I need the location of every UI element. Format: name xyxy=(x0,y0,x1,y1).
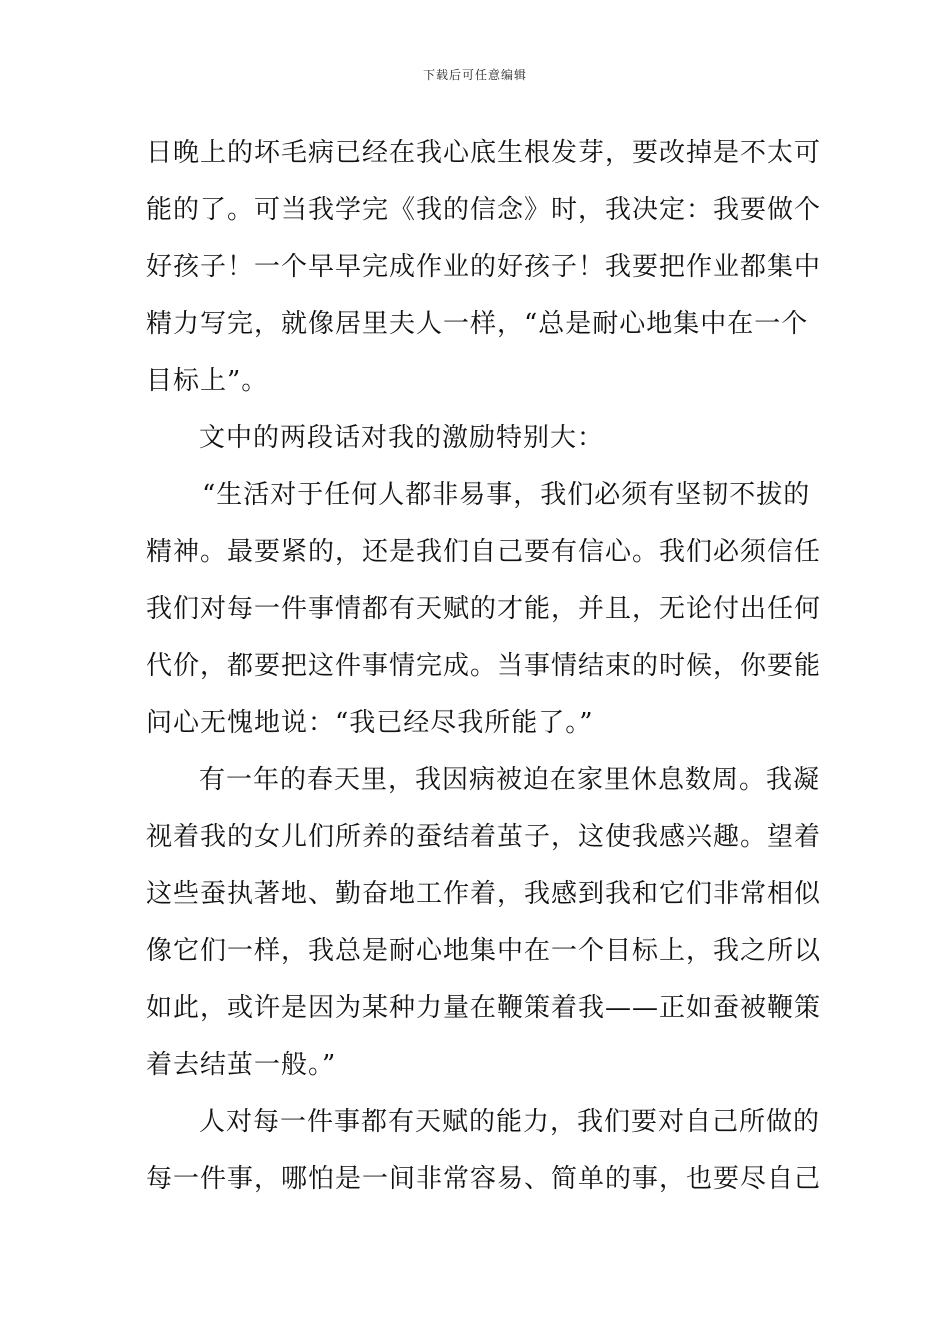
text-line: 视着我的女儿们所养的蚕结着茧子，这使我感兴趣。望着 xyxy=(146,822,822,852)
text-line: 如此，或许是因为某种力量在鞭策着我——正如蚕被鞭策 xyxy=(146,993,822,1023)
text-line: 目标上”。 xyxy=(146,366,269,396)
text-line: 好孩子！一个早早完成作业的好孩子！我要把作业都集中 xyxy=(146,252,822,282)
document-body xyxy=(146,125,822,1208)
paragraph-start-line: 文中的两段话对我的激励特别大： xyxy=(199,423,605,453)
text-line: 像它们一样，我总是耐心地集中在一个目标上，我之所以 xyxy=(146,936,822,966)
paragraph-start-line: 有一年的春天里，我因病被迫在家里休息数周。我凝 xyxy=(199,765,821,795)
quote-start-line: “生活对于任何人都非易事，我们必须有坚韧不拔的 xyxy=(202,480,811,510)
text-line: 我们对每一件事情都有天赋的才能，并且，无论付出任何 xyxy=(146,594,822,624)
text-line: 日晚上的坏毛病已经在我心底生根发芽，要改掉是不太可 xyxy=(146,138,822,168)
text-line: 精神。最要紧的，还是我们自己要有信心。我们必须信任 xyxy=(146,537,822,567)
text-line: 问心无愧地说：“我已经尽我所能了。” xyxy=(146,708,594,738)
text-line: 能的了。可当我学完《我的信念》时，我决定：我要做个 xyxy=(146,195,822,225)
text-line: 精力写完，就像居里夫人一样，“总是耐心地集中在一个 xyxy=(146,309,809,339)
text-line: 代价，都要把这件事情完成。当事情结束的时候，你要能 xyxy=(146,651,822,681)
paragraph-start-line: 人对每一件事都有天赋的能力，我们要对自己所做的 xyxy=(199,1107,821,1137)
text-line: 着去结茧一般。” xyxy=(146,1050,337,1080)
text-line: 每一件事，哪怕是一间非常容易、简单的事，也要尽自己 xyxy=(146,1164,822,1194)
page-header-watermark: 下载后可任意编辑 xyxy=(422,68,527,82)
text-line: 这些蚕执著地、勤奋地工作着，我感到我和它们非常相似 xyxy=(146,879,822,909)
